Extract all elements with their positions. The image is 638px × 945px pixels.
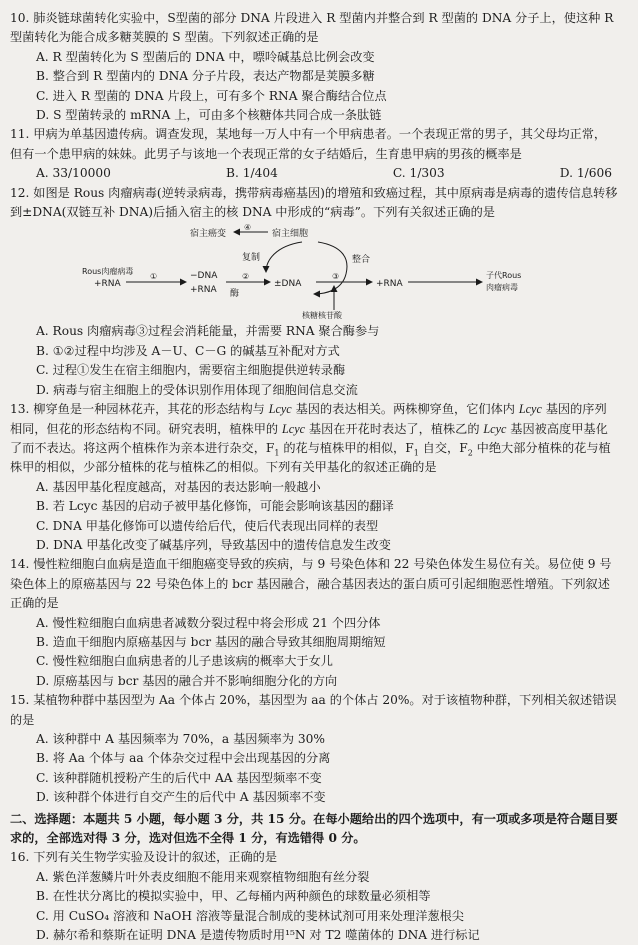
q13-gene-1: Lcyc: [268, 402, 292, 417]
question-16-option-b: B. 在性状分离比的模拟实验中，甲、乙每桶内两种颜色的球数量必须相等: [36, 889, 431, 904]
question-12-option-c: C. 过程①发生在宿主细胞内，需要宿主细胞提供逆转录酶: [36, 363, 346, 378]
question-14-stem: 14. 慢性粒细胞白血病是造血干细胞癌变导致的疾病，与 9 号染色体和 22 号染色体发生易位有关。易位使 9 号染色体上的原癌基因与 22 号染色体上的 bcr 基因融合，融合基因表达的蛋白质可引起细胞恶性增殖。下列叙述正确的是: [10, 557, 612, 611]
diagram-host-cell-label: 宿主细胞: [272, 229, 309, 240]
question-16-option-a: A. 紫色洋葱鳞片叶外表皮细胞不能用来观察植物细胞有丝分裂: [36, 869, 370, 884]
diagram-double-dna-label: ±DNA: [274, 279, 302, 290]
question-10-option-a: A. R 型菌转化为 S 型菌后的 DNA 中，嘌呤碱基总比例会改变: [36, 49, 375, 64]
virus-replication-diagram: [70, 224, 540, 320]
diagram-step-3-label: ③: [332, 272, 340, 282]
diagram-host-cancer-label: 宿主癌变: [190, 229, 227, 240]
diagram-replicate-label: 复制: [242, 253, 261, 264]
q13-gene-4: Lcyc: [483, 421, 507, 436]
question-15-option-d: D. 该种群个体进行自交产生的后代中 A 基因频率不变: [36, 790, 326, 805]
question-12-option-b: B. ①②过程中均涉及 A－U、C－G 的碱基互补配对方式: [36, 343, 340, 358]
question-11-options: [10, 164, 618, 183]
q13-gene-2: Lcyc: [518, 402, 542, 417]
question-15-option-b: B. 将 Aa 个体与 aa 个体杂交过程中会出现基因的分离: [36, 751, 331, 766]
question-12: [10, 184, 618, 400]
question-15-option-a: A. 该种群中 A 基因频率为 70%，a 基因频率为 30%: [36, 732, 325, 746]
question-14-option-d: D. 原癌基因与 bcr 基因的融合并不影响细胞分化的方向: [36, 673, 338, 688]
question-15: [10, 691, 618, 807]
question-16-stem: 16. 下列有关生物学实验及设计的叙述，正确的是: [10, 850, 278, 865]
diagram-step-1-label: ①: [150, 272, 158, 282]
question-11-stem: 11. 甲病为单基因遗传病。调查发现，某地每一万人中有一个甲病患者。一个表现正常的男子，其父母均正常，但有一个患甲病的妹妹。此男子与该地一个表现正常的女子结婚后，生育患甲病的男孩的概率是: [10, 127, 607, 161]
question-11: [10, 125, 618, 183]
q13-text-8: 中绝大部分植株的花与植株甲的相似，少部分植株的花与植株乙的相似。下列有关甲基化的叙述正确的是: [10, 440, 611, 475]
diagram-enzyme-label: 酶: [230, 289, 240, 300]
question-13-option-a: A. 基因甲基化程度越高，对基因的表达影响一般越小: [36, 479, 321, 494]
question-11-option-d: D. 1/606: [559, 166, 612, 181]
q13-sub-2: 1: [413, 448, 419, 458]
question-10-option-d: D. S 型菌转录的 mRNA 上，可由多个核糖体共同合成一条肽链: [36, 108, 382, 123]
q13-text-2: 基因的表达相关。两株柳穿鱼，它们体内: [291, 402, 519, 417]
question-15-option-c: C. 该种群随机授粉产生的后代中 AA 基因型频率不变: [36, 770, 322, 785]
diagram-rous-virus-label: Rous肉瘤病毒: [82, 267, 134, 277]
diagram-offspring-label-1: 子代Rous: [486, 271, 522, 281]
diagram-right-rna-label: +RNA: [376, 279, 403, 290]
question-13-option-b: B. 若 Lcyc 基因的启动子被甲基化修饰，可能会影响该基因的翻译: [36, 499, 394, 514]
diagram-replicate-arc: [266, 242, 302, 272]
question-13-stem: [10, 400, 618, 478]
diagram-mid-rna-label: +RNA: [190, 285, 217, 296]
question-12-option-a: A. Rous 肉瘤病毒③过程会消耗能量，并需要 RNA 聚合酶参与: [36, 324, 380, 339]
diagram-integrate-arc-return: [314, 274, 346, 294]
q13-gene-3: Lcyc: [282, 421, 306, 436]
question-11-option-c: C. 1/303: [392, 166, 445, 181]
q13-text-7: 自交，F: [418, 440, 468, 455]
question-12-stem: 12. 如图是 Rous 肉瘤病毒(逆转录病毒，携带病毒癌基因)的增殖和致癌过程，其中原病毒是病毒的遗传信息转移到±DNA(双链互补 DNA)后插入宿主的核 DNA 中形成的“病毒”。下列有关叙述正确的是: [10, 185, 618, 220]
question-13: [10, 400, 618, 555]
section-2-header: 二、选择题：本题共 5 小题，每小题 3 分，共 15 分。在每小题给出的四个选项中，有一项或多项是符合题目要求的，全部选对得 3 分，选对但选不全得 1 分，有选错得 0 分。: [10, 811, 618, 846]
diagram-minus-dna-label: −DNA: [190, 271, 218, 282]
q13-text-4: 基因在开花时表达了，植株乙的: [305, 421, 484, 436]
question-13-option-d: D. DNA 甲基化改变了碱基序列，导致基因中的遗传信息发生改变: [36, 537, 391, 552]
question-11-option-a: A. 33/10000: [36, 166, 111, 181]
question-16-option-d: D. 赫尔希和蔡斯在证明 DNA 是遗传物质时用¹⁵N 对 T2 噬菌体的 DNA 进行标记: [36, 928, 480, 943]
diagram-rous-rna-label: +RNA: [94, 279, 121, 290]
diagram-integrate-arc: [318, 242, 347, 274]
question-14-option-c: C. 慢性粒细胞白血病患者的儿子患该病的概率大于女儿: [36, 654, 333, 669]
question-10: [10, 9, 618, 125]
question-14-option-b: B. 造血干细胞内原癌基因与 bcr 基因的融合导致其细胞周期缩短: [36, 634, 386, 649]
q13-text-3: 基因的序列相同，但花的形态结构不同。研究表明，植株甲的: [10, 402, 607, 436]
question-12-option-d: D. 病毒与宿主细胞上的受体识别作用体现了细胞间信息交流: [36, 382, 358, 397]
question-11-option-b: B. 1/404: [226, 166, 278, 181]
question-14: [10, 555, 618, 691]
diagram-ribonucleotide-label: 核糖核苷酸: [302, 311, 342, 321]
question-16-option-c: C. 用 CuSO₄ 溶液和 NaOH 溶液等量混合制成的斐林试剂可用来处理洋葱根尖: [36, 908, 464, 923]
diagram-step-4-label: ④: [244, 224, 252, 233]
question-16: [10, 848, 618, 945]
question-10-stem: 10. 肺炎链球菌转化实验中，S型菌的部分 DNA 片段进入 R 型菌内并整合到 R 型菌的 DNA 分子上，使这种 R 型菌转化为能合成多糖荚膜的 S 型菌。下列叙述正确的是: [10, 11, 614, 45]
diagram-step-2-label: ②: [242, 272, 250, 282]
diagram-integrate-label: 整合: [352, 255, 371, 266]
q13-text-6: 的花与植株甲的相似，F: [279, 440, 414, 455]
q13-text-1: 13. 柳穿鱼是一种园林花卉，其花的形态结构与: [10, 402, 269, 417]
q13-sub-3: 2: [467, 448, 473, 458]
question-10-option-c: C. 进入 R 型菌的 DNA 片段上，可有多个 RNA 聚合酶结合位点: [36, 88, 387, 103]
question-10-option-b: B. 整合到 R 型菌内的 DNA 分子片段，表达产物都是荚膜多糖: [36, 69, 375, 84]
question-14-option-a: A. 慢性粒细胞白血病患者减数分裂过程中将会形成 21 个四分体: [36, 615, 381, 630]
question-13-option-c: C. DNA 甲基化修饰可以遗传给后代，使后代表现出同样的表型: [36, 518, 379, 533]
question-15-stem: 15. 某植物种群中基因型为 Aa 个体占 20%，基因型为 aa 的个体占 20%。对于该植物种群，下列相关叙述错误的是: [10, 693, 617, 727]
diagram-offspring-label-2: 肉瘤病毒: [486, 283, 518, 293]
q13-text-5: 基因被高度甲基化了而不表达。将这两个植株作为亲本进行杂交，F: [10, 421, 608, 455]
q13-sub-1: 1: [274, 448, 280, 458]
